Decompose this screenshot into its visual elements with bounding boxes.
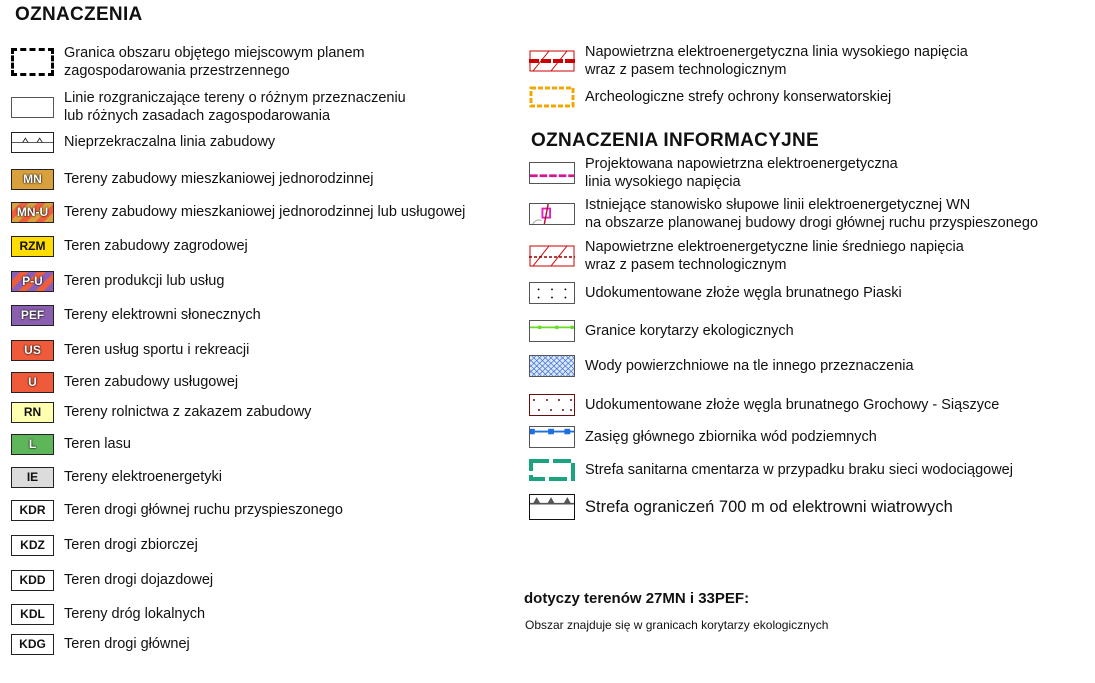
zone-code: U [28, 375, 37, 389]
info-legend-heading: OZNACZENIA INFORMACYJNE [531, 130, 820, 151]
legend-label [585, 284, 902, 302]
legend-label-line: Teren produkcji lub usług [64, 273, 225, 289]
legend-label-line: Linie rozgraniczające tereny o różnym przeznaczeniu [64, 90, 406, 106]
legend-label-line: Granice korytarzy ekologicznych [585, 323, 794, 339]
legend-label [585, 428, 877, 446]
black-dots-icon [529, 282, 575, 304]
legend-label-line: Tereny rolnictwa z zakazem zabudowy [64, 404, 312, 420]
legend-label-line: na obszarze planowanej budowy drogi głównej ruchu przyspieszonego [585, 215, 1039, 231]
legend-label-line: Nieprzekraczalna linia zabudowy [64, 134, 276, 150]
legend-item [529, 282, 902, 304]
legend-label [585, 357, 914, 375]
legend-item [529, 459, 1013, 481]
teal-dashed-boundary-icon [529, 459, 575, 481]
legend-label-line: Tereny zabudowy mieszkaniowej jednorodzinnej [64, 171, 374, 187]
legend-label-line: Teren lasu [64, 436, 131, 452]
legend-label-line: Teren drogi głównej [64, 636, 190, 652]
zone-code: P-U [22, 274, 43, 288]
legend-label [585, 396, 999, 414]
legend-label [585, 88, 891, 106]
legend-label [585, 461, 1013, 479]
legend-label [585, 322, 794, 340]
legend-label-line: Tereny zabudowy mieszkaniowej jednorodzinnej lub usługowej [64, 204, 466, 220]
legend-item [529, 155, 898, 191]
zone-code: KDD [19, 573, 46, 587]
legend-label-line: Napowietrzna elektroenergetyczna linia wysokiego napięcia [585, 44, 968, 60]
legend-label-line: Strefa ograniczeń 700 m od elektrowni wiatrowych [585, 498, 953, 516]
legend-label-line: Teren drogi zbiorczej [64, 537, 198, 553]
legend-label [585, 238, 964, 274]
blue-crosshatch-icon [529, 355, 575, 377]
legend-label [585, 498, 953, 516]
zone-code: KDR [19, 503, 46, 517]
zone-code: L [28, 437, 37, 451]
legend-item [529, 238, 964, 274]
legend-label-line: Istniejące stanowisko słupowe linii elektroenergetycznej WN [585, 197, 971, 213]
note-title: dotyczy terenów 27MN i 33PEF: [524, 590, 750, 607]
legend-label-line: Napowietrzne elektroenergetyczne linie średniego napięcia [585, 239, 964, 255]
zone-code: KDG [19, 637, 46, 651]
legend-label [585, 196, 1038, 232]
legend-item [529, 86, 891, 108]
legend-label-line: Tereny elektroenergetyki [64, 469, 222, 485]
zone-code: MN [23, 172, 42, 186]
legend-label-line: Teren zabudowy usługowej [64, 374, 239, 390]
note-text: Obszar znajduje się w granicach korytarzy ekologicznych [525, 618, 829, 632]
legend-item [529, 196, 1038, 232]
zone-code: RZM [19, 239, 46, 253]
brown-dots-icon [529, 394, 575, 416]
legend-item [529, 320, 794, 342]
legend-label-line: Strefa sanitarna cmentarza w przypadku braku sieci wodociągowej [585, 462, 1013, 478]
legend-label-line: Archeologiczne strefy ochrony konserwatorskiej [585, 89, 892, 105]
legend-label-line: linia wysokiego napięcia [585, 174, 741, 190]
legend-label-line: Wody powierzchniowe na tle innego przeznaczenia [585, 358, 914, 374]
zone-code: RN [23, 405, 42, 419]
zone-code: US [24, 343, 41, 357]
grey-triangle-line-icon [529, 494, 575, 520]
legend-label-line: lub różnych zasadach zagospodarowania [64, 108, 331, 124]
green-dotted-line-icon [529, 320, 575, 342]
legend-label-line: wraz z pasem technologicznym [585, 62, 787, 78]
magenta-dashed-line-icon [529, 162, 575, 184]
zone-code: MN-U [16, 205, 49, 219]
legend-label [585, 43, 968, 79]
legend-label [585, 155, 898, 191]
zone-code: PEF [20, 308, 45, 322]
legend-label-line: Tereny dróg lokalnych [64, 606, 206, 622]
legend-item [529, 494, 953, 520]
zone-code: KDL [20, 607, 45, 621]
legend-item [529, 43, 968, 79]
legend-item [529, 355, 914, 377]
legend-item [529, 394, 999, 416]
legend-heading: OZNACZENIA [15, 4, 143, 25]
legend-label-line: wraz z pasem technologicznym [585, 257, 787, 273]
legend-label-line: Tereny elektrowni słonecznych [64, 307, 261, 323]
hv-line-hatched-icon [529, 50, 575, 72]
legend-label-line: Teren usług sportu i rekreacji [64, 342, 250, 358]
zone-code: KDZ [20, 538, 45, 552]
legend-label-line: Granica obszaru objętego miejscowym planem [64, 45, 365, 61]
legend-label-line: Udokumentowane złoże węgla brunatnego Grochowy - Siąszyce [585, 397, 1000, 413]
pylon-symbol-icon [529, 203, 575, 225]
legend-label-line: Teren drogi głównej ruchu przyspieszonego [64, 502, 343, 518]
legend-item [529, 426, 877, 448]
legend-label-line: Zasięg głównego zbiornika wód podziemnych [585, 429, 877, 445]
blue-square-line-icon [529, 426, 575, 448]
mv-line-hatched-icon [529, 245, 575, 267]
legend-label-line: zagospodarowania przestrzennego [64, 63, 290, 79]
legend-label-line: Teren zabudowy zagrodowej [64, 238, 248, 254]
orange-dotted-boundary-icon [529, 86, 575, 108]
legend-label-line: Teren drogi dojazdowej [64, 572, 214, 588]
zone-code: IE [26, 470, 39, 484]
legend-label-line: Projektowana napowietrzna elektroenergetyczna [585, 156, 898, 172]
legend-label-line: Udokumentowane złoże węgla brunatnego Piaski [585, 285, 902, 301]
